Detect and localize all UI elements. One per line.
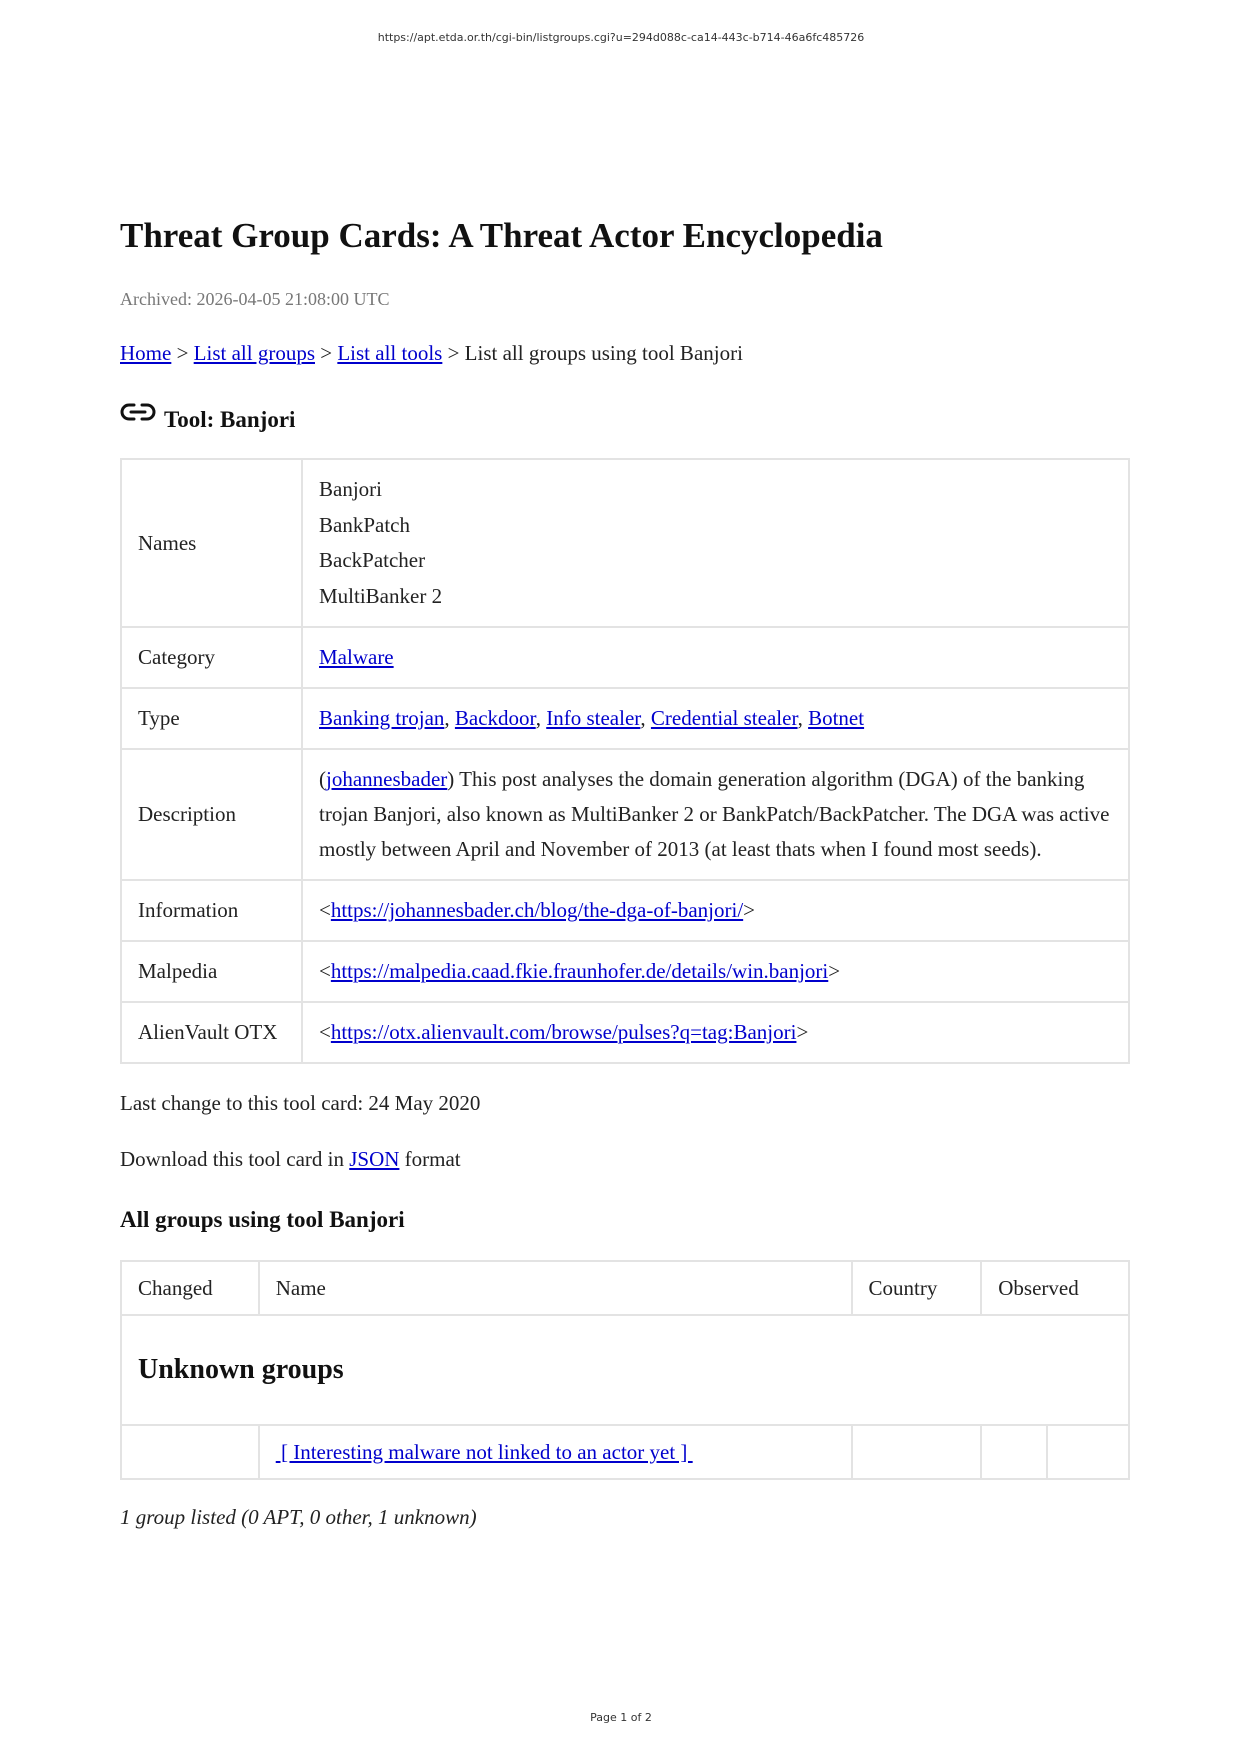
row-changed-cell	[121, 1425, 259, 1479]
type-credential-stealer-link[interactable]: Credential stealer	[650, 706, 798, 730]
row-observed-cell	[981, 1425, 1047, 1479]
breadcrumb-current: > List all groups using tool Banjori	[442, 341, 743, 365]
column-header-name: Name	[259, 1261, 852, 1315]
names-row	[121, 459, 1129, 627]
tool-name: BankPatch	[319, 512, 410, 537]
category-label: Category	[121, 627, 302, 688]
type-backdoor-link[interactable]: Backdoor	[454, 706, 536, 730]
malpedia-value	[302, 941, 1129, 1002]
column-header-changed: Changed	[121, 1261, 259, 1315]
type-value	[302, 688, 1129, 749]
row-name-cell	[259, 1425, 852, 1479]
link-icon[interactable]	[120, 400, 156, 424]
breadcrumb-separator: >	[315, 341, 338, 365]
groups-table	[120, 1260, 1130, 1480]
download-suffix: format	[399, 1147, 461, 1171]
last-change-text: Last change to this tool card: 24 May 2020	[120, 1091, 481, 1115]
angle-open: <	[319, 898, 331, 922]
alienvault-value	[302, 1002, 1129, 1063]
type-separator: ,	[535, 706, 547, 730]
breadcrumb-list-groups-link[interactable]: List all groups	[193, 341, 315, 365]
tool-name: Banjori	[319, 477, 382, 501]
tool-heading	[120, 404, 1130, 436]
print-header-url: https://apt.etda.or.th/cgi-bin/listgroups.cgi?u=294d088c-ca14-443c-b714-46a6fc485726	[377, 31, 865, 44]
type-info-stealer-link[interactable]: Info stealer	[546, 706, 641, 730]
group-name-link[interactable]: [ Interesting malware not linked to an actor yet ]	[275, 1439, 693, 1464]
main-content	[120, 208, 1130, 1532]
names-label: Names	[121, 459, 302, 627]
type-label: Type	[121, 688, 302, 749]
description-row	[121, 749, 1129, 880]
breadcrumb	[120, 338, 1130, 368]
category-value	[302, 627, 1129, 688]
type-separator: ,	[444, 706, 455, 730]
description-paren: (	[319, 767, 326, 791]
tool-heading-text: Tool: Banjori	[164, 407, 296, 432]
groups-header-row	[121, 1261, 1129, 1315]
groups-section-row	[121, 1315, 1129, 1425]
information-link[interactable]: https://johannesbader.ch/blog/the-dga-of-banjori/	[330, 898, 744, 922]
tool-info-table	[120, 458, 1130, 1064]
angle-close: >	[828, 959, 841, 983]
information-label: Information	[121, 880, 302, 941]
type-separator: ,	[797, 706, 809, 730]
groups-summary: 1 group listed (0 APT, 0 other, 1 unknown)	[120, 1505, 477, 1529]
malpedia-label: Malpedia	[121, 941, 302, 1002]
angle-open: <	[319, 959, 331, 983]
page-number: Page 1 of 2	[590, 1711, 652, 1724]
description-value	[302, 749, 1129, 880]
category-malware-link[interactable]: Malware	[319, 645, 394, 669]
type-separator: ,	[640, 706, 651, 730]
download-line	[120, 1144, 1130, 1174]
type-row	[121, 688, 1129, 749]
tool-name: BackPatcher	[319, 548, 426, 572]
section-unknown-groups: Unknown groups	[121, 1315, 1129, 1425]
description-label: Description	[121, 749, 302, 880]
row-country-cell	[852, 1425, 982, 1479]
angle-open: <	[319, 1020, 331, 1044]
malpedia-row	[121, 941, 1129, 1002]
type-banking-trojan-link[interactable]: Banking trojan	[319, 706, 445, 730]
category-row	[121, 627, 1129, 688]
alienvault-row	[121, 1002, 1129, 1063]
alienvault-label: AlienVault OTX	[121, 1002, 302, 1063]
breadcrumb-home-link[interactable]: Home	[120, 341, 172, 365]
names-value	[302, 459, 1129, 627]
breadcrumb-list-tools-link[interactable]: List all tools	[337, 341, 443, 365]
tool-name: MultiBanker 2	[319, 583, 443, 608]
angle-close: >	[796, 1020, 809, 1044]
description-text: ) This post analyses the domain generation algorithm (DGA) of the banking trojan Banjori, also known as MultiBanker 2 or BankPatch/BackPatcher. The DGA was active mostly between April and November of 2013 (at least thats when I found most seeds).	[319, 767, 1110, 861]
archived-timestamp: Archived: 2026-04-05 21:08:00 UTC	[120, 289, 390, 309]
download-json-link[interactable]: JSON	[349, 1147, 400, 1171]
malpedia-link[interactable]: https://malpedia.caad.fkie.fraunhofer.de/details/win.banjori	[330, 959, 829, 983]
column-header-observed: Observed	[981, 1261, 1129, 1315]
information-value	[302, 880, 1129, 941]
information-row	[121, 880, 1129, 941]
groups-heading: All groups using tool Banjori	[120, 1207, 405, 1232]
type-botnet-link[interactable]: Botnet	[808, 706, 865, 730]
row-extra-cell	[1047, 1425, 1129, 1479]
page-title: Threat Group Cards: A Threat Actor Encyclopedia	[120, 216, 883, 255]
table-row	[121, 1425, 1129, 1479]
breadcrumb-separator: >	[171, 341, 194, 365]
angle-close: >	[743, 898, 755, 922]
column-header-country: Country	[852, 1261, 982, 1315]
alienvault-link[interactable]: https://otx.alienvault.com/browse/pulses?q=tag:Banjori	[330, 1020, 797, 1044]
download-prefix: Download this tool card in	[120, 1147, 350, 1171]
description-source-link[interactable]: johannesbader	[326, 767, 448, 791]
